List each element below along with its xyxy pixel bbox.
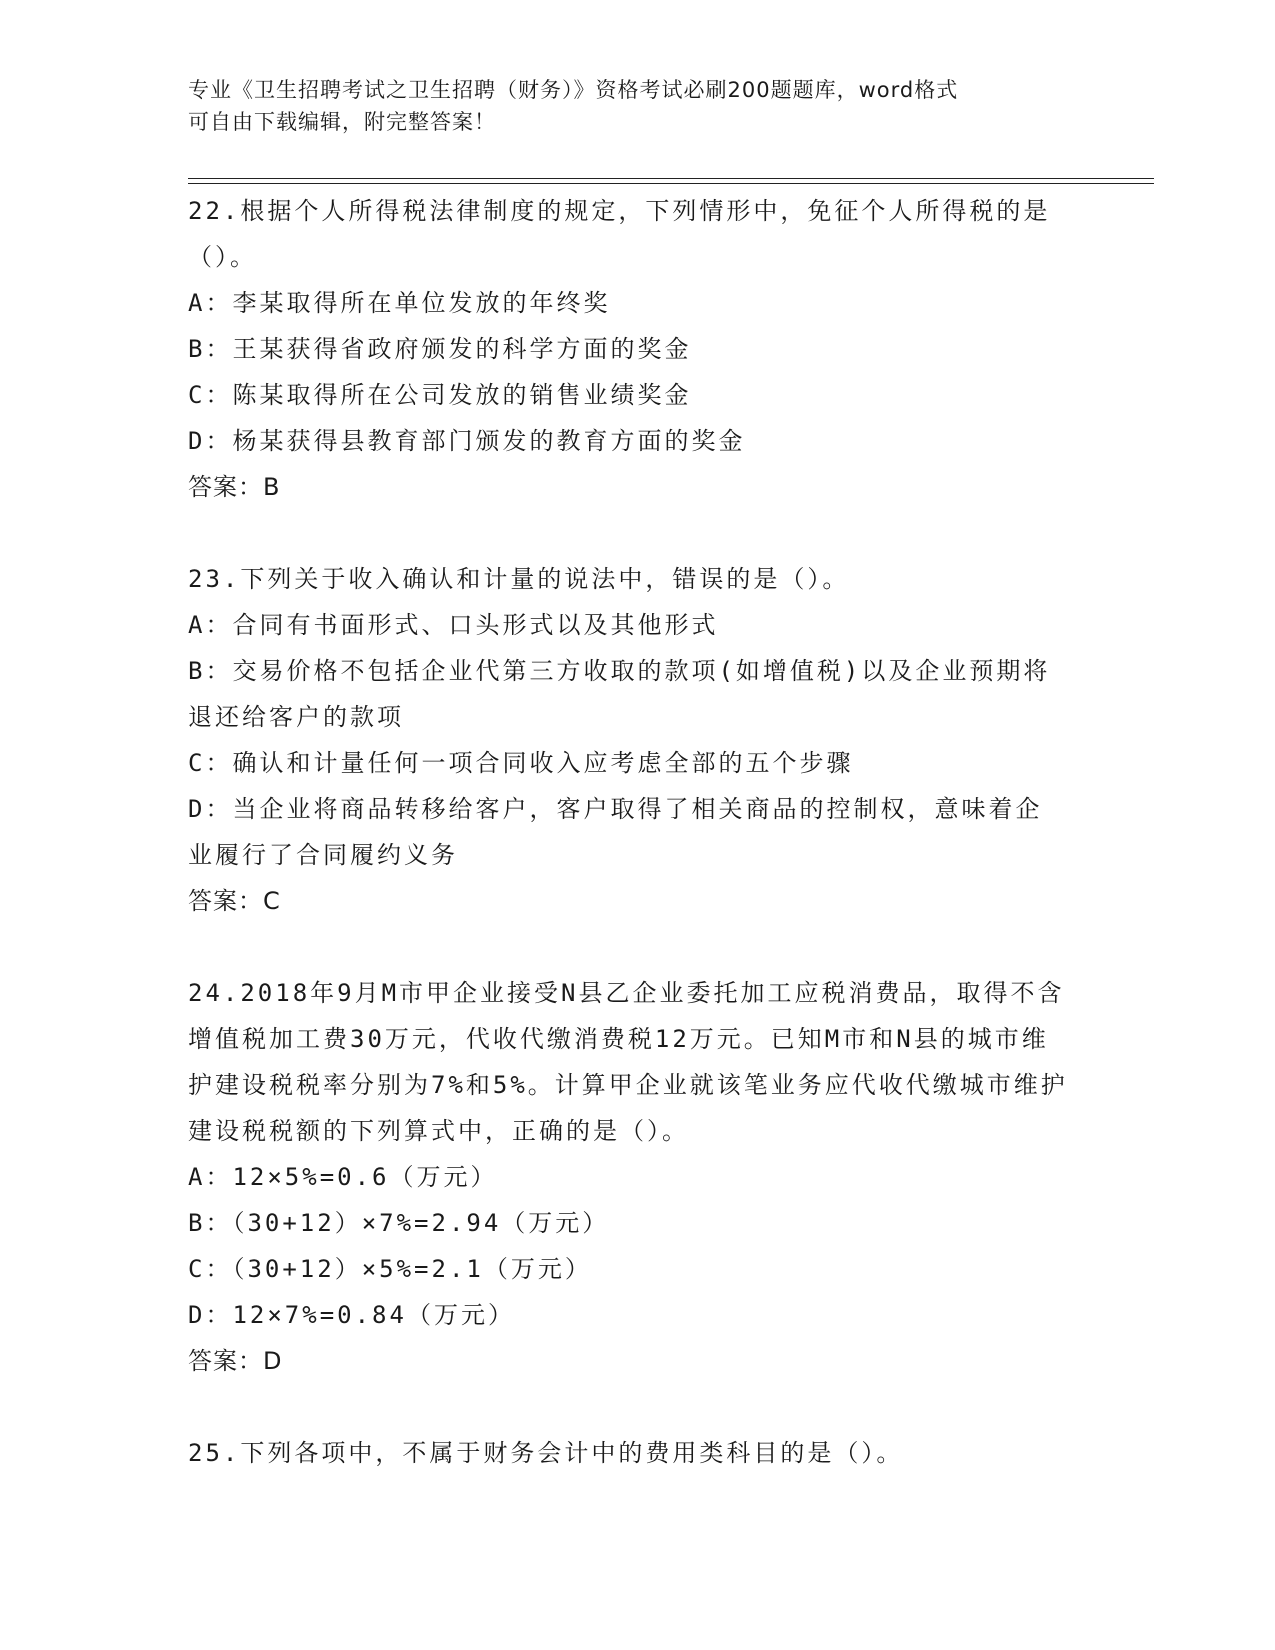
question-list	[188, 188, 1068, 1476]
option-a: A：合同有书面形式、口头形式以及其他形式	[188, 611, 719, 639]
header-line-1: 专业《卫生招聘考试之卫生招聘（财务）》资格考试必刷200题题库，word格式	[188, 78, 959, 102]
option-b: B：王某获得省政府颁发的科学方面的奖金	[188, 335, 692, 363]
document-header	[188, 74, 1068, 138]
option-b: B：（30+12）×7%=2.94（万元）	[188, 1209, 610, 1237]
answer: 答案：B	[188, 473, 281, 501]
option-d: D：杨某获得县教育部门颁发的教育方面的奖金	[188, 427, 746, 455]
option-c: C：陈某取得所在公司发放的销售业绩奖金	[188, 381, 692, 409]
question-22	[188, 188, 1068, 510]
question-23	[188, 556, 1068, 924]
question-stem: 23.下列关于收入确认和计量的说法中，错误的是（）。	[188, 565, 850, 593]
option-a: A：李某取得所在单位发放的年终奖	[188, 289, 611, 317]
option-a: A：12×5%=0.6（万元）	[188, 1163, 498, 1191]
question-24	[188, 970, 1068, 1384]
question-stem: 22.根据个人所得税法律制度的规定，下列情形中，免征个人所得税的是（）。	[188, 197, 1051, 271]
question-stem: 25.下列各项中，不属于财务会计中的费用类科目的是（）。	[188, 1439, 904, 1467]
option-b: B：交易价格不包括企业代第三方收取的款项(如增值税)以及企业预期将退还给客户的款项	[188, 657, 1051, 731]
answer: 答案：C	[188, 887, 281, 915]
question-stem: 24.2018年9月M市甲企业接受N县乙企业委托加工应税消费品，取得不含增值税加工费30万元，代收代缴消费税12万元。已知M市和N县的城市维护建设税税率分别为7%和5%。计算甲企业就该笔业务应代收代缴城市维护建设税税额的下列算式中，正确的是（）。	[188, 979, 1068, 1145]
header-line-2: 可自由下载编辑，附完整答案！	[188, 110, 496, 134]
answer: 答案：D	[188, 1347, 283, 1375]
question-25	[188, 1430, 1068, 1476]
header-divider-top	[188, 178, 1154, 179]
option-c: C：（30+12）×5%=2.1（万元）	[188, 1255, 592, 1283]
option-c: C：确认和计量任何一项合同收入应考虑全部的五个步骤	[188, 749, 854, 777]
option-d: D：当企业将商品转移给客户，客户取得了相关商品的控制权，意味着企业履行了合同履约义务	[188, 795, 1043, 869]
option-d: D：12×7%=0.84（万元）	[188, 1301, 515, 1329]
header-divider-bottom	[188, 183, 1154, 184]
